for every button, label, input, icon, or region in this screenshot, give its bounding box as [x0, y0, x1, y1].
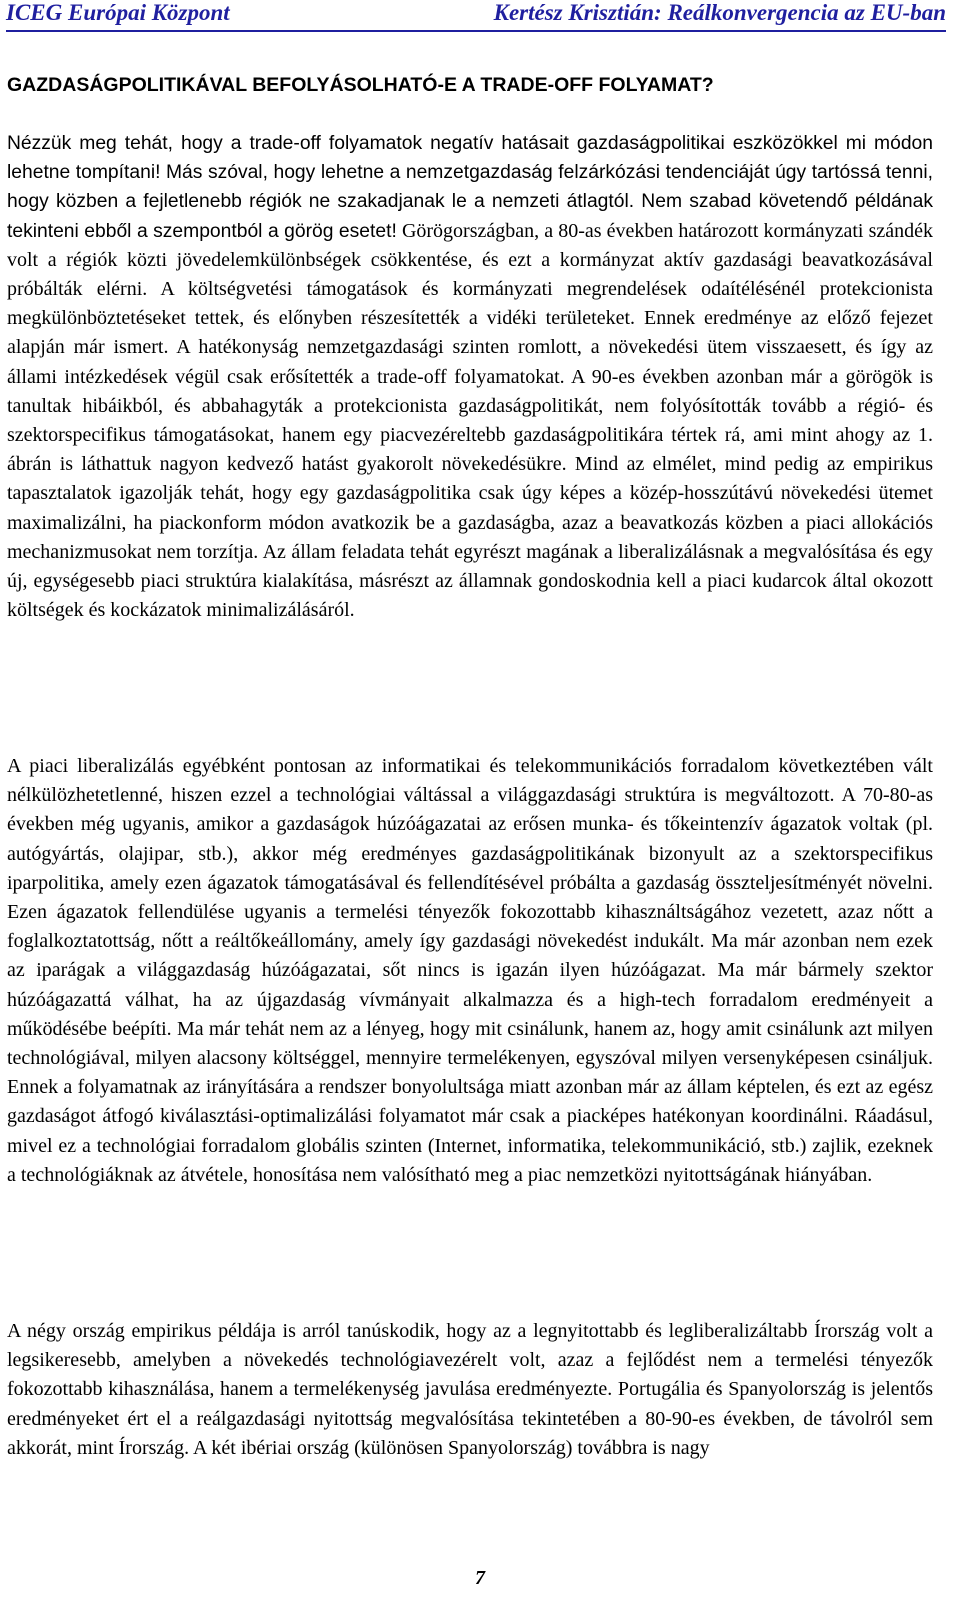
paragraph-1	[7, 129, 933, 625]
section-title: GAZDASÁGPOLITIKÁVAL BEFOLYÁSOLHATÓ-E A TRADE-OFF FOLYAMAT?	[7, 74, 714, 96]
header-institution: ICEG Európai Központ	[6, 0, 230, 25]
paragraph-2: A piaci liberalizálás egyébként pontosan az informatikai és telekommunikációs forradalom következtében vált nélkülözhetetlenné, hiszen ezzel a technológiai váltással a világgazdasági struktúra is megváltozott. A 70-80-as években még ugyanis, amikor a gazdaságok húzóágazatai az erősen munka- és tőkeintenzív ágazatok voltak (pl. autógyártás, olajipar, stb.), akkor még eredményes gazdaságpolitikának bizonyult az a szektorspecifikus iparpolitika, amely ezen ágazatok támogatásával és fellendítésével próbálta a gazdaság összteljesítményét növelni. Ezen ágazatok fellendülése ugyanis a termelési tényezők fokozottabb kihasználtságához vezetett, azaz nőtt a foglalkoztatottság, nőtt a reáltőkeállomány, amely így gazdasági növekedést indukált. Ma már azonban nem ezek az iparágak a világgazdaság húzóágazatai, sőt nincs is igazán ilyen húzóágazat. Ma már bármely szektor húzóágazattá válhat, ha az újgazdaság vívmányait alkalmazza és a high-tech forradalom eredményeit a működésébe beépíti. Ma már tehát nem az a lényeg, hogy mit csinálunk, hanem az, hogy amit csinálunk azt milyen technológiával, milyen alacsony költséggel, mennyire termelékenyen, egyszóval milyen versenyképesen csináljuk. Ennek a folyamatnak az irányítására a rendszer bonyolultsága miatt azonban már az állam képtelen, és ezt az egész gazdaságot átfogó kiválasztási-optimalizálási folyamatot már csak a piacképes hatékonyan koordinálni. Ráadásul, mivel ez a technológiai forradalom globális szinten (Internet, informatika, telekommunikáció, stb.) zajlik, ezeknek a technológiáknak az átvétele, honosítása nem valósítható meg a piac nemzetközi nyitottságának hiányában.	[7, 755, 933, 1186]
paragraph-1-sans-part: Nézzük meg tehát, hogy a trade-off folyamatok negatív hatásait gazdaságpolitikai eszközökkel mi módon lehetne tompítani! Más szóval, hogy lehetne a nemzetgazdaság felzárkózási tendenciáját úgy tartóssá tenni, hogy közben a fejletlenebb régiók ne szakadjanak le a nemzeti átlagtól. Nem szabad követendő példának tekinteni ebből a szempontból a görög esetet!	[7, 133, 933, 242]
page-number: 7	[475, 1567, 485, 1589]
header-author-title: Kertész Krisztián: Reálkonvergencia az EU-ban	[493, 0, 946, 25]
paragraph-3: A négy ország empirikus példája is arról tanúskodik, hogy az a legnyitottabb és legliberalizáltabb Írország volt a legsikeresebb, amelyben a növekedés technológiavezérelt volt, azaz a fejlődést nem a termelési tényezők fokozottabb kihasználása, hanem a termelékenység javulása eredményezte. Portugália és Spanyolország is jelentős eredményeket ért el a reálgazdasági nyitottság megvalósítása tekintetében a 80-90-es években, de távolról sem akkorát, mint Írország. A két ibériai ország (különösen Spanyolország) továbbra is nagy	[7, 1320, 933, 1459]
paragraph-1-serif-part: Görögországban, a 80-as években határozott kormányzati szándék volt a régiók közti jövedelemkülönbségek csökkentése, és ezt a kormányzat aktív gazdasági beavatkozásával próbálták elérni. A költségvetési támogatások és kormányzati megrendelések odaítélésénél protekcionista megkülönböztetéseket tettek, és előnyben részesítették a vidéki területeket. Ennek eredménye az előző fejezet alapján már ismert. A hatékonyság nemzetgazdasági szinten romlott, a növekedési ütem visszaesett, és így az állami intézkedések végül csak erősítették a trade-off folyamatokat. A 90-es években azonban már a görögök is tanultak hibáikból, és abbahagyták a protekcionista gazdaságpolitikát, nem folyósították tovább a régió- és szektorspecifikus támogatásokat, hanem egy piacvezéreltebb gazdaságpolitikára tértek rá, ami mint ahogy az 1. ábrán is láthattuk nagyon kedvező hatást gyakorolt növekedésükre. Mind az elmélet, mind pedig az empirikus tapasztalatok igazolják tehát, hogy egy gazdaságpolitika csak úgy képes a közép-hosszútávú növekedési ütemet maximalizálni, ha piackonform módon avatkozik be a gazdaságba, azaz a beavatkozás közben a piaci allokációs mechanizmusokat nem torzítja. Az állam feladata tehát egyrészt magának a liberalizálásnak a megvalósítása és egy új, egységesebb piaci struktúra kialakítása, másrészt az államnak gondoskodnia kell a piaci kudarcok által okozott költségek és kockázatok minimalizálásáról.	[7, 219, 934, 622]
header-divider	[6, 30, 946, 32]
